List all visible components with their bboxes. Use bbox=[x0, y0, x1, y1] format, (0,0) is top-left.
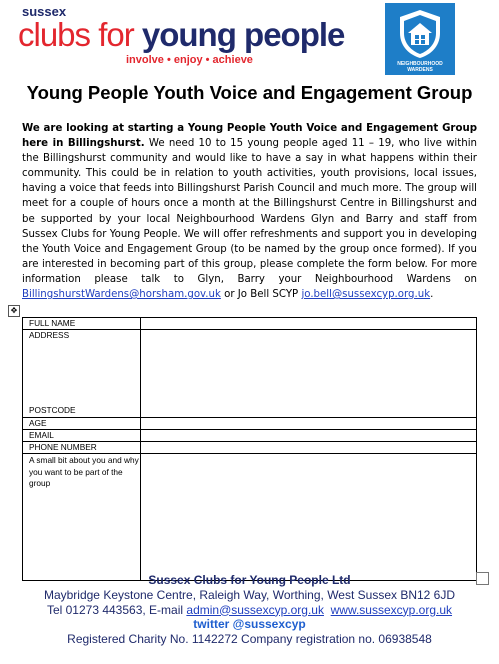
logo-main-text bbox=[18, 16, 344, 54]
field-age[interactable] bbox=[141, 418, 477, 430]
footer bbox=[0, 573, 499, 647]
label-age: AGE bbox=[23, 418, 141, 430]
page-title: Young People Youth Voice and Engagement Group bbox=[26, 82, 473, 103]
logo-sussex-word: sussex bbox=[22, 4, 67, 19]
jo-bell-email-link[interactable]: jo.bell@sussexcyp.org.uk bbox=[301, 289, 431, 301]
wardens-email-link[interactable]: BillingshurstWardens@horsham.gov.uk bbox=[22, 289, 221, 301]
table-move-handle-icon[interactable]: ✥ bbox=[8, 305, 20, 317]
label-postcode: POSTCODE bbox=[29, 405, 76, 415]
label-email: EMAIL bbox=[23, 430, 141, 442]
field-address[interactable] bbox=[141, 330, 477, 418]
intro-paragraph bbox=[22, 121, 477, 302]
logo-tagline: involve • enjoy • achieve bbox=[126, 54, 253, 66]
intro-body: We need 10 to 15 young people aged 11 – 19, who live within the Billingshurst community and would like to have a say in what happens within their community. This could be in relation to youth activities, youth provisions, local issues, having a voice that feeds into Billingshurst Parish Council and much more. The group will meet for a couple of hours once a month at the Billingshurst Centre in Billingshurst and be supported by your local Neighbourhood Wardens Glyn and Barry and staff from Sussex Clubs for Young People. We will offer refreshments and support you in developing the Youth Voice and Engagement Group (to be named by the group once formed). If you are interested in becoming part of this group, please complete the form below. For more information please talk to Glyn, Barry your Neighbourhood Wardens on bbox=[22, 138, 478, 285]
footer-tel: Tel 01273 443563, E-mail bbox=[46, 602, 187, 617]
field-phone[interactable] bbox=[141, 442, 477, 454]
intro-lead: We are looking at starting a Young People Youth Voice and Engagement Group here in Billingshurst. bbox=[22, 123, 477, 150]
footer-contact bbox=[0, 603, 499, 618]
logo-clubs-for: clubs for bbox=[18, 16, 142, 53]
label-about: A small bit about you and why you want to be part of the group bbox=[23, 454, 141, 581]
footer-org: Sussex Clubs for Young People Ltd bbox=[148, 573, 351, 587]
neighbourhood-wardens-logo bbox=[385, 3, 455, 75]
footer-email-link[interactable]: admin@sussexcyp.org.uk bbox=[186, 602, 324, 617]
field-about[interactable] bbox=[141, 454, 477, 581]
logo-wardens-label: NEIGHBOURHOOD WARDENS bbox=[397, 61, 443, 73]
footer-registered: Registered Charity No. 1142272 Company registration no. 06938548 bbox=[67, 632, 432, 647]
shield-house-icon bbox=[398, 9, 442, 59]
intro-mid: or Jo Bell SCYP bbox=[220, 289, 302, 301]
footer-web-link[interactable]: www.sussexcyp.org.uk bbox=[330, 602, 453, 617]
footer-twitter: twitter @sussexcyp bbox=[193, 617, 306, 632]
field-email[interactable] bbox=[141, 430, 477, 442]
label-full-name: FULL NAME bbox=[23, 318, 141, 330]
logo-young-people: young people bbox=[141, 16, 345, 53]
label-address-cell bbox=[23, 330, 141, 418]
label-address: ADDRESS bbox=[29, 330, 70, 340]
footer-address: Maybridge Keystone Centre, Raleigh Way, Worthing, West Sussex BN12 6JD bbox=[43, 587, 456, 602]
label-phone: PHONE NUMBER bbox=[23, 442, 141, 454]
intro-end: . bbox=[430, 289, 434, 301]
sussex-clubs-logo bbox=[18, 4, 345, 70]
signup-form-table bbox=[22, 317, 477, 581]
field-full-name[interactable] bbox=[141, 318, 477, 330]
